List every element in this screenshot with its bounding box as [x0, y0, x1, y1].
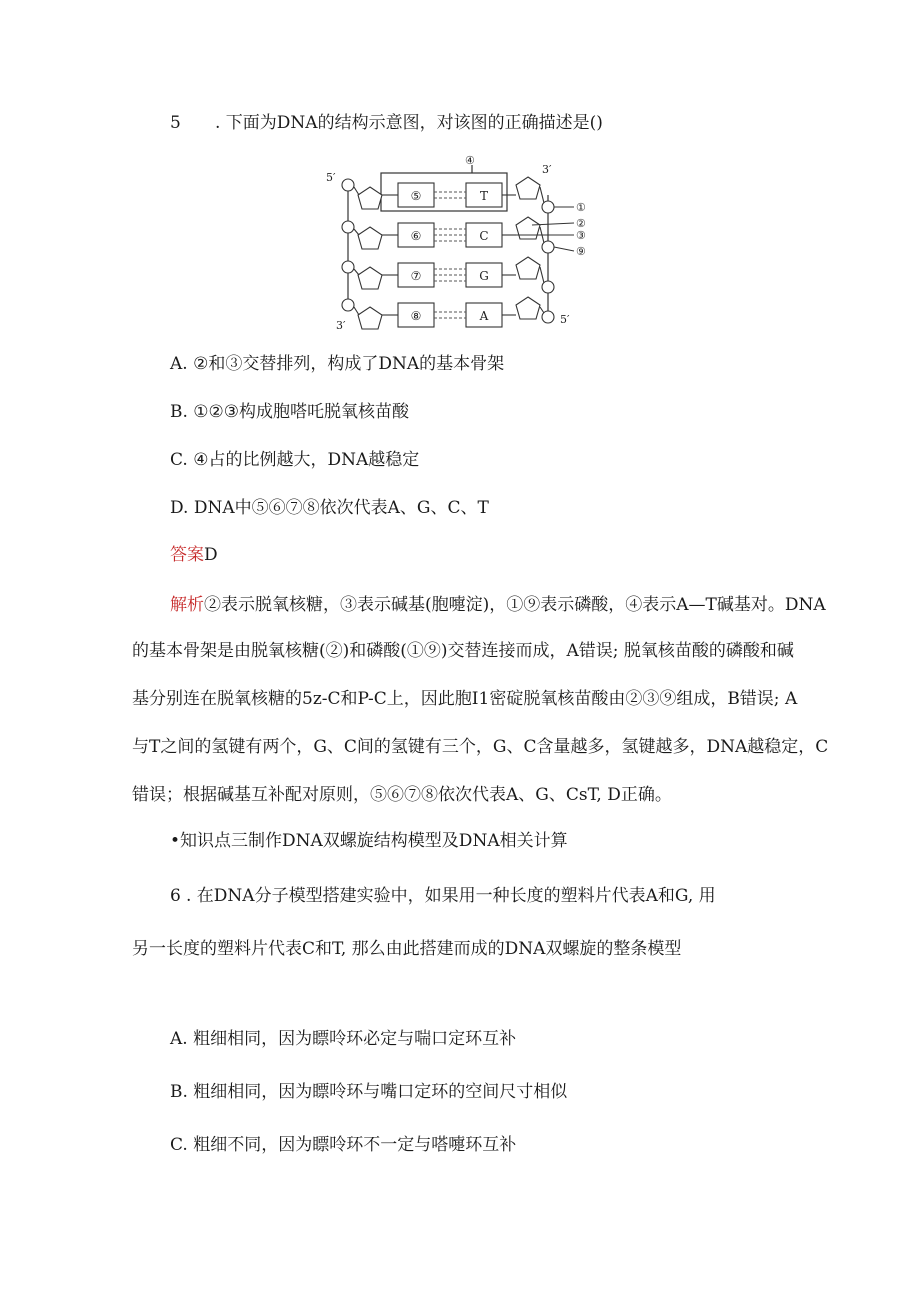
answer-line [170, 544, 218, 566]
q5-option-b: B. ①②③构成胞嗒吒脱氧核苗酸 [170, 402, 410, 422]
sugar-pentagon [358, 307, 382, 329]
label-circled-4: ④ [465, 155, 475, 167]
label-circled-3: ③ [576, 229, 586, 242]
analysis-line-4: 与T之间的氢键有两个，G、C间的氢键有三个，G、C含量越多，氢键越多，DNA越稳定，C [132, 737, 829, 757]
label-circled-1: ① [576, 201, 586, 214]
dna-structure-diagram [322, 155, 594, 333]
phosphate-circle [342, 299, 354, 311]
base-label-right: T [479, 189, 489, 203]
q5-stem: . 下面为DNA的结构示意图，对该图的正确描述是() [215, 113, 603, 133]
label-3-prime-top: 3′ [542, 163, 552, 176]
sugar-pentagon [358, 187, 382, 209]
q5-option-a: A. ②和③交替排列，构成了DNA的基本骨架 [170, 354, 505, 374]
q6-option-b: B. 粗细相同，因为瞟呤环与嘴口定环的空间尺寸相似 [170, 1082, 568, 1102]
q5-number: 5 [170, 113, 181, 133]
label-circled-9: ⑨ [576, 245, 586, 258]
q5-option-c: C. ④占的比例越大，DNA越稳定 [170, 450, 420, 470]
label-3-prime-bottom: 3′ [336, 319, 346, 332]
base-label-left: ⑤ [410, 189, 422, 203]
base-label-left: ⑦ [410, 269, 422, 283]
q6-stem-line-2: 另一长度的塑料片代表C和T, 那么由此搭建而成的DNA双螺旋的整条模型 [132, 939, 682, 959]
sugar-pentagon [358, 227, 382, 249]
sugar-pentagon [516, 257, 540, 279]
phosphate-circle [342, 221, 354, 233]
analysis-line-5: 错误；根据碱基互补配对原则，⑤⑥⑦⑧依次代表A、G、CsT, D正确。 [132, 785, 672, 805]
section-heading: •知识点三制作DNA双螺旋结构模型及DNA相关计算 [170, 831, 568, 851]
q6-stem-line-1: . 在DNA分子模型搭建实验中，如果用一种长度的塑料片代表A和G, 用 [186, 886, 716, 906]
label-circled-2: ② [576, 217, 586, 230]
base-label-left: ⑥ [410, 229, 422, 243]
q6-option-c: C. 粗细不同，因为瞟呤环不一定与嗒嚏环互补 [170, 1135, 517, 1155]
sugar-pentagon [516, 177, 540, 199]
q6-number: 6 [170, 886, 181, 906]
base-label-right: A [479, 309, 489, 323]
label-5-prime-bottom: 5′ [560, 313, 570, 326]
answer-label: 答案 [170, 545, 204, 565]
phosphate-circle [342, 261, 354, 273]
analysis-text: ②表示脱氧核糖，③表示碱基(胞嚏淀)，①⑨表示磷酸，④表示A—T碱基对。DNA [204, 595, 826, 615]
base-label-right: C [479, 229, 489, 243]
sugar-pentagon [516, 217, 540, 239]
analysis-line-3: 基分别连在脱氧核糖的5z-C和P-C上，因此胞I1密碇脱氧核苗酸由②③⑨组成，B错误; A [132, 689, 798, 709]
sugar-pentagon [358, 267, 382, 289]
q6-option-a: A. 粗细相同，因为瞟呤环必定与喘口定环互补 [170, 1029, 517, 1049]
label-5-prime-top: 5′ [326, 171, 336, 184]
analysis-line-1 [170, 594, 826, 616]
answer-value: D [204, 545, 218, 565]
base-label-right: G [479, 269, 489, 283]
analysis-label: 解析 [170, 595, 204, 615]
sugar-pentagon [516, 297, 540, 319]
q5-option-d: D. DNA中⑤⑥⑦⑧依次代表A、G、C、T [170, 498, 489, 518]
phosphate-circle [342, 179, 354, 191]
analysis-line-2: 的基本骨架是由脱氧核糖(②)和磷酸(①⑨)交替连接而成，A错误; 脱氧核苗酸的磷酸和碱 [132, 641, 794, 661]
base-label-left: ⑧ [410, 309, 422, 323]
